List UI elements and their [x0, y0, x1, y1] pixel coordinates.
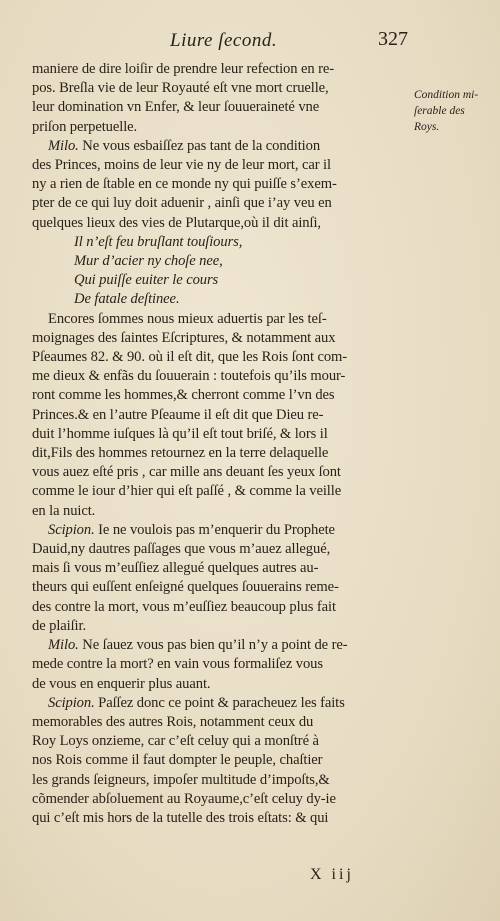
text-line: qui c’eſt mis hors de la tutelle des trois eſtats: & qui — [32, 809, 329, 826]
verse-quotation — [32, 233, 412, 310]
paragraph-opening — [32, 60, 412, 137]
text-line: ront comme les hommes,& cherront comme l’vn des — [32, 387, 335, 404]
text-line: leur domination vn Enfer, & leur ſouueraineté vne — [32, 99, 320, 116]
text-line — [32, 636, 412, 655]
speaker-name: Scipion. — [48, 694, 95, 711]
text-line: ny a rien de ſtable en ce monde ny qui puiſſe s’exem- — [32, 176, 337, 193]
text-line: vous auez eſté pris , car mille ans deuant ſes yeux ſont — [32, 464, 341, 481]
text-line: dit,Fils des hommes retournez en la terre delaquelle — [32, 445, 329, 462]
marginal-note-line: Condition mi- — [414, 89, 479, 101]
text-line — [32, 694, 412, 713]
text-line: nos Rois comme il faut dompter le peuple, chaſtier — [32, 752, 323, 769]
text-line: mais ſi vous m’euſſiez allegué quelques autres au- — [32, 560, 319, 577]
body-text — [32, 60, 412, 828]
text-line: duit l’homme iuſques là qu’il eſt tout briſé, & lors il — [32, 425, 328, 442]
marginal-note — [414, 87, 496, 135]
text-line: Dauid,ny dautres paſſages que vous m’auez allegué, — [32, 541, 331, 558]
text-line: priſon perpetuelle. — [32, 118, 138, 135]
running-head: Liure ſecond. — [170, 30, 278, 51]
speaker-name: Scipion. — [48, 521, 95, 538]
text-line: en la nuict. — [32, 502, 96, 519]
text-line: de vous en enquerir plus auant. — [32, 675, 211, 692]
text-line: mede contre la mort? en vain vous formaliſez vous — [32, 656, 323, 673]
text-line: pter de ce qui luy doit aduenir , ainſi que i’ay veu en — [32, 195, 332, 212]
speaker-name: Milo. — [48, 637, 79, 654]
text-line: cõmender abſoluement au Royaume,c’eſt celuy dy-ie — [32, 790, 336, 807]
text-span: Ie ne voulois pas m’enquerir du Prophete — [94, 521, 335, 538]
text-line: de plaiſir. — [32, 617, 87, 634]
text-line: des Princes, moins de leur vie ny de leur mort, car il — [32, 157, 331, 174]
signature-mark: X iij — [310, 866, 354, 883]
text-line: maniere de dire loiſir de prendre leur refection en re- — [32, 61, 335, 77]
text-span: Ne ſauez vous pas bien qu’il n’y a point de re- — [78, 637, 348, 654]
marginal-note-line: ſerable des — [414, 105, 465, 117]
text-line: Pſeaumes 82. & 90. où il eſt dit, que les Rois ſont com- — [32, 349, 348, 366]
verse-line: Il n’eſt feu bruſlant touſiours, — [74, 233, 243, 250]
text-span: Paſſez donc ce point & paracheuez les faits — [94, 694, 345, 711]
verse-line: Qui puiſſe euiter le cours — [74, 272, 219, 289]
text-span: Ne vous esbaiſſez pas tant de la condition — [78, 137, 321, 154]
text-line: Roy Loys onzieme, car c’eſt celuy qui a monſtré à — [32, 733, 319, 750]
page-header — [0, 30, 500, 56]
text-line — [32, 137, 412, 156]
paragraph-scripture — [32, 310, 412, 521]
text-line: des contre la mort, vous m’euſſiez beaucoup plus fait — [32, 598, 336, 615]
page-number: 327 — [378, 28, 408, 50]
text-line: Princes.& en l’autre Pſeaume il eſt dit que Dieu re- — [32, 406, 324, 423]
text-line: theurs qui euſſent enſeigné quelques ſouuerains reme- — [32, 579, 339, 596]
verse-line: Mur d’acier ny choſe nee, — [74, 253, 223, 270]
text-line: moignages des ſaintes Eſcriptures, & notamment aux — [32, 329, 336, 346]
paragraph-milo-2 — [32, 636, 412, 694]
text-line: memorables des autres Rois, notamment ceux du — [32, 713, 314, 730]
text-line — [32, 521, 412, 540]
marginal-note-line: Roys. — [414, 121, 440, 133]
verse-line: De fatale deſtinee. — [74, 291, 180, 308]
paragraph-scipion-1 — [32, 521, 412, 636]
text-line: les grands ſeigneurs, impoſer multitude d’impoſts,& — [32, 771, 330, 788]
text-line: Encores ſommes nous mieux aduertis par les teſ- — [48, 310, 327, 327]
text-line: me dieux & enfãs du ſouuerain : toutefois qu’ils mour- — [32, 368, 346, 385]
paragraph-scipion-2 — [32, 694, 412, 828]
text-line: pos. Breſla vie de leur Royauté eſt vne mort cruelle, — [32, 80, 329, 97]
text-line: quelques lieux des vies de Plutarque,où il dit ainſi, — [32, 214, 321, 231]
paragraph-milo-1 — [32, 137, 412, 233]
text-line: comme le iour d’hier qui eſt paſſé , & comme la veille — [32, 483, 342, 500]
speaker-name: Milo. — [48, 137, 79, 154]
